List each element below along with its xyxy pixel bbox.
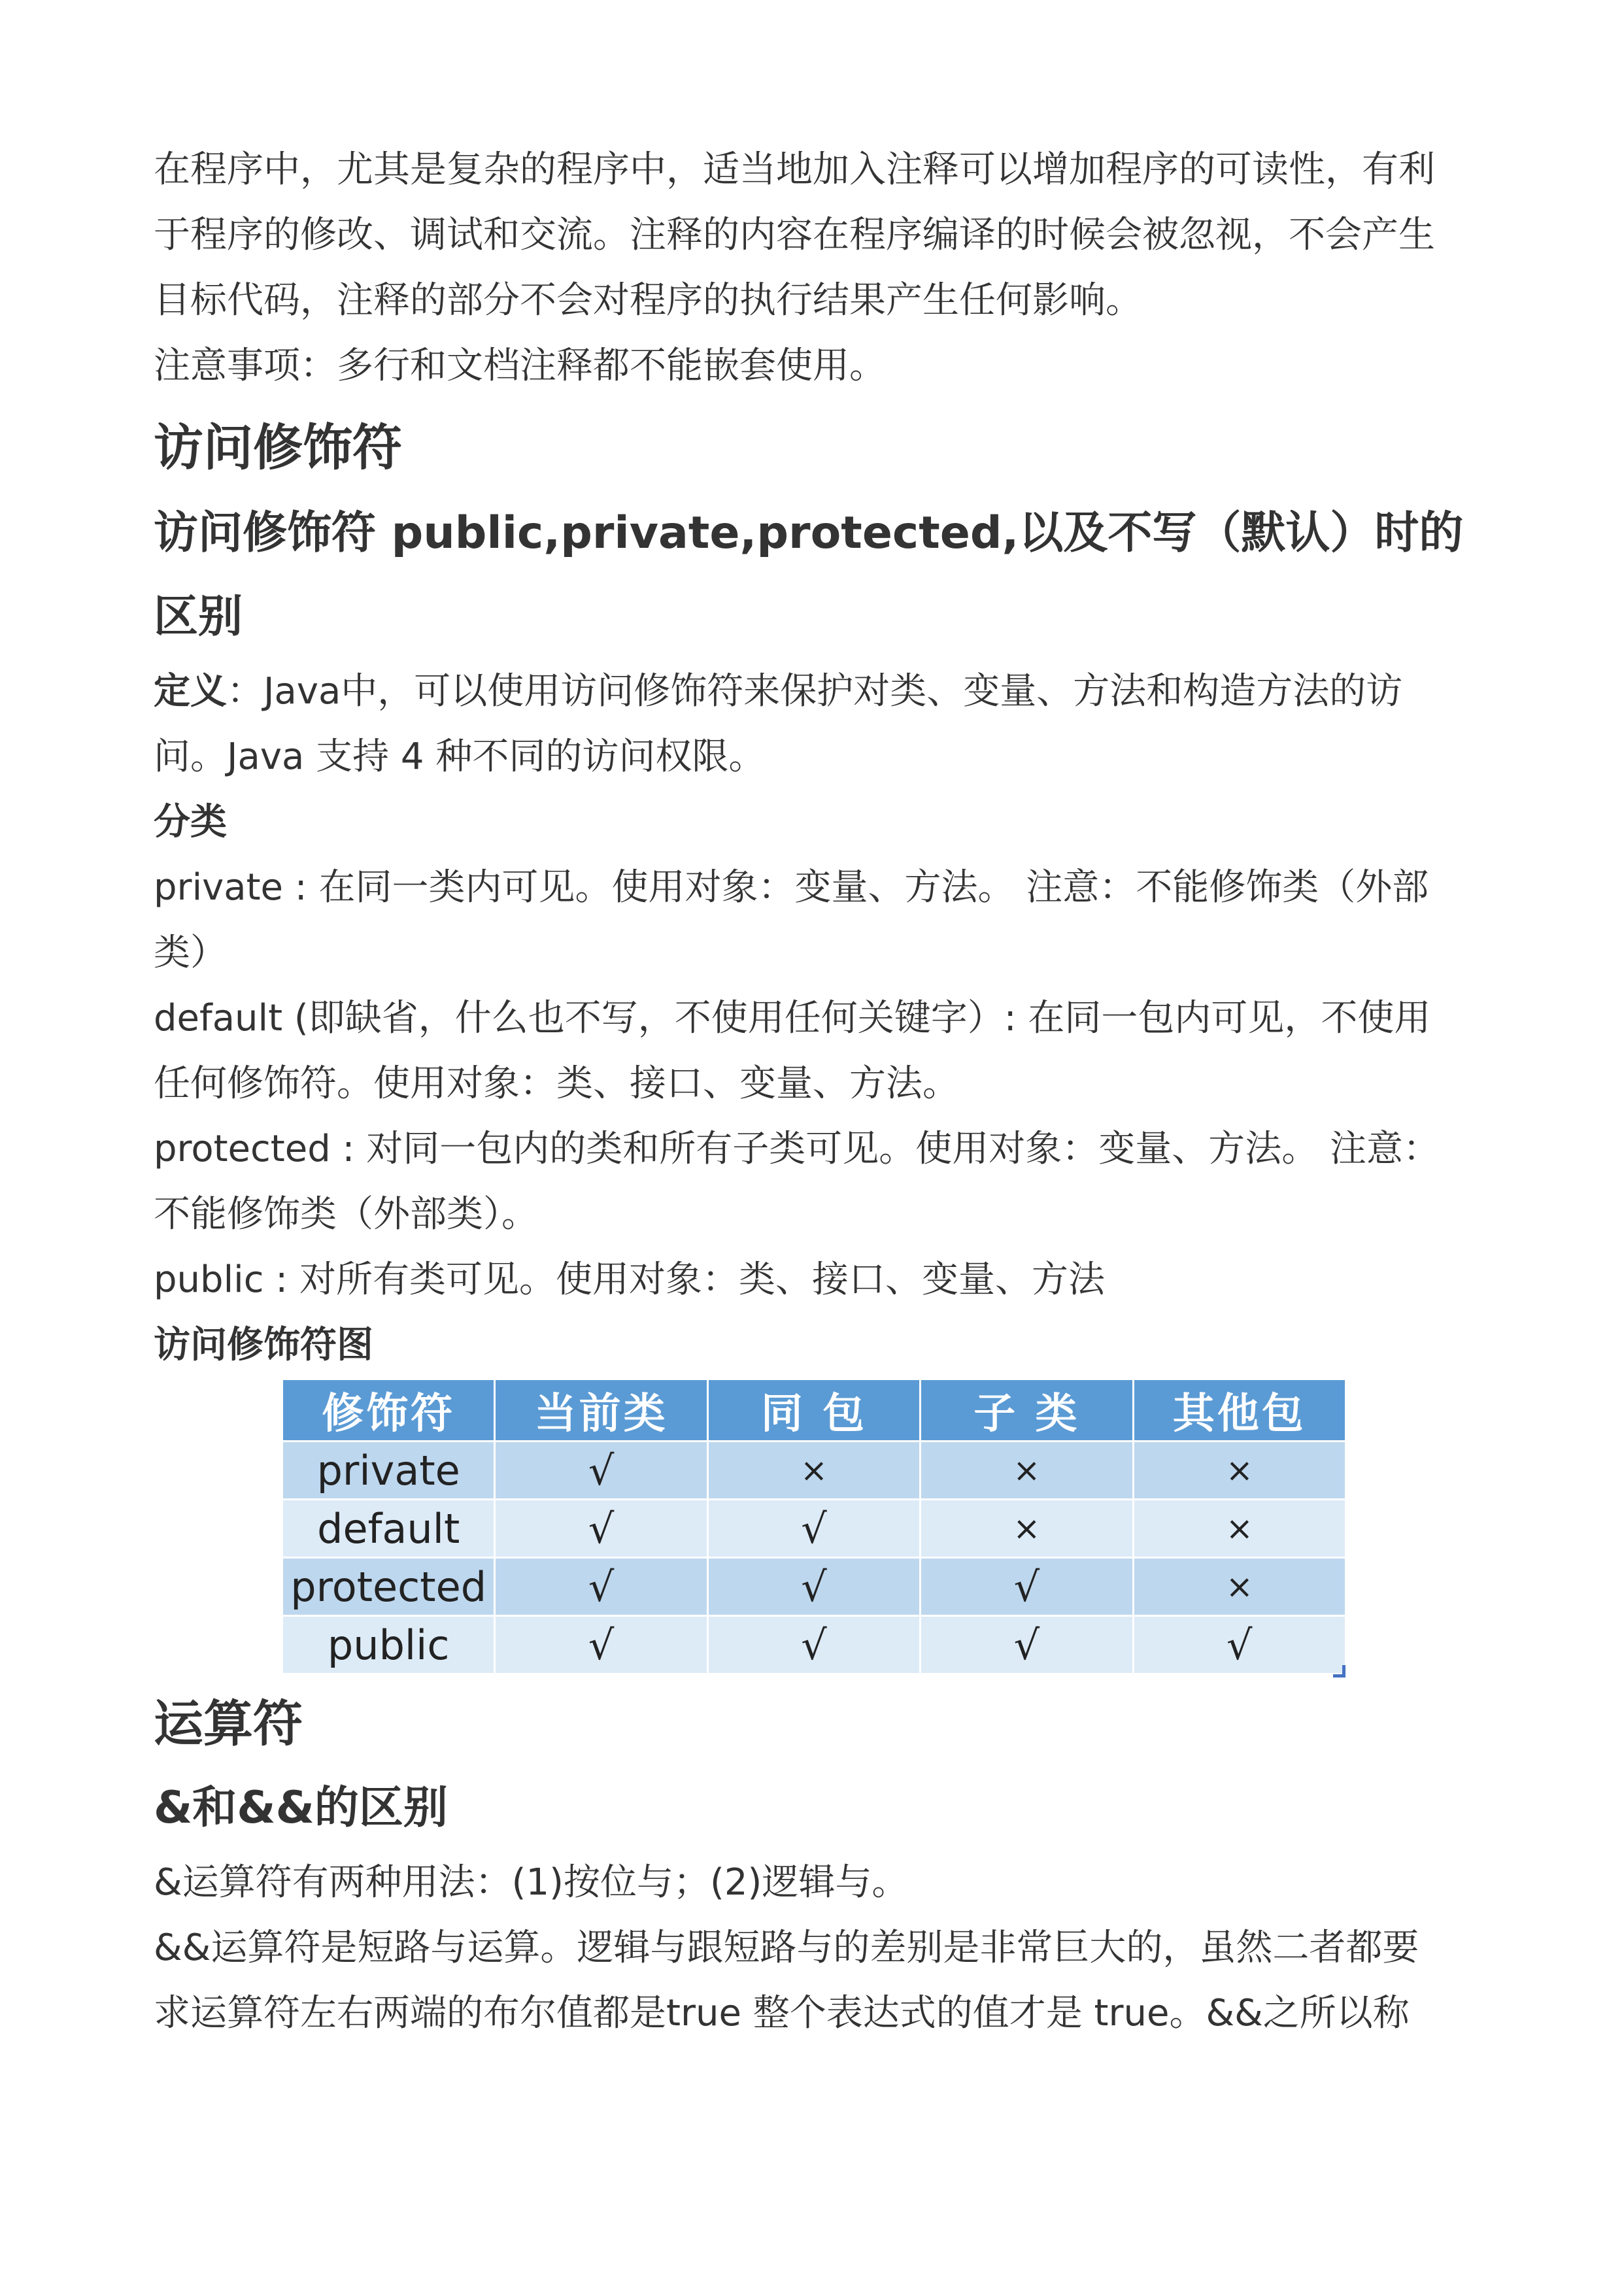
operator-line: 求运算符左右两端的布尔值都是true 整个表达式的值才是 true。&&之所以称 [154,1992,1410,2034]
table-cell-check: √ [707,1558,920,1616]
access-modifiers-heading: 访问修饰符 [154,418,402,477]
document-page [154,137,1487,2046]
table-header-cell: 其他包 [1133,1379,1345,1442]
table-cell-check: √ [707,1500,920,1558]
note-line: 注意事项：多行和文档注释都不能嵌套使用。 [154,345,886,387]
table-cell-modifier: default [282,1500,495,1558]
table-cell-cross: × [707,1442,920,1500]
access-modifier-table-wrap [281,1378,1347,1675]
access-modifiers-subheading-line: 区别 [154,591,243,643]
access-modifiers-subheading-line: 访问修饰符 public,private,protected,以及不写（默认）时的 [154,507,1464,559]
table-header-row [282,1379,1346,1442]
table-resize-handle-icon [1333,1665,1345,1678]
intro-line: 在程序中，尤其是复杂的程序中，适当地加入注释可以增加程序的可读性，有利 [154,148,1435,191]
table-header-cell: 同 包 [707,1379,920,1442]
and-operators-subheading: &和&&的区别 [154,1782,448,1834]
intro-line: 目标代码，注释的部分不会对程序的执行结果产生任何影响。 [154,279,1142,322]
access-modifier-table [281,1378,1347,1675]
operator-line: &运算符有两种用法：(1)按位与；(2)逻辑与。 [154,1861,909,1904]
table-cell-check: √ [495,1442,707,1500]
table-row [282,1558,1346,1616]
table-cell-cross: × [1133,1442,1345,1500]
operator-line: &&运算符是短路与运算。逻辑与跟短路与的差别是非常巨大的，虽然二者都要 [154,1927,1419,1969]
table-header-cell: 当前类 [495,1379,707,1442]
table-cell-modifier: protected [282,1558,495,1616]
definition-paragraph [154,659,1487,724]
table-cell-check: √ [495,1558,707,1616]
table-header-cell: 修饰符 [282,1379,495,1442]
table-cell-cross: × [1133,1558,1345,1616]
definition-label: 定义 [154,670,227,713]
definition-text: ：Java中，可以使用访问修饰符来保护对类、变量、方法和构造方法的访 [227,670,1403,713]
table-cell-check: √ [495,1616,707,1674]
category-line: private : 在同一类内可见。使用对象：变量、方法。 注意：不能修饰类（外部 [154,866,1429,909]
table-cell-cross: × [921,1500,1133,1558]
table-cell-cross: × [921,1442,1133,1500]
intro-line: 于程序的修改、调试和交流。注释的内容在程序编译的时候会被忽视，不会产生 [154,214,1435,256]
table-header-cell: 子 类 [921,1379,1133,1442]
table-cell-modifier: public [282,1616,495,1674]
table-row [282,1616,1346,1674]
category-heading: 分类 [154,801,227,843]
table-cell-modifier: private [282,1442,495,1500]
table-row [282,1442,1346,1500]
category-line: default (即缺省，什么也不写，不使用任何关键字）: 在同一包内可见，不使用 [154,997,1431,1039]
category-line: 不能修饰类（外部类）。 [154,1193,538,1236]
table-cell-check: √ [1133,1616,1345,1674]
category-line: 任何修饰符。使用对象：类、接口、变量、方法。 [154,1062,959,1105]
category-line: 类） [154,932,227,974]
operators-heading: 运算符 [154,1695,303,1753]
table-cell-check: √ [921,1558,1133,1616]
table-row [282,1500,1346,1558]
category-line: public : 对所有类可见。使用对象：类、接口、变量、方法 [154,1258,1105,1301]
table-cell-cross: × [1133,1500,1345,1558]
definition-line: 问。Java 支持 4 种不同的访问权限。 [154,735,766,778]
category-line: protected : 对同一包内的类和所有子类可见。使用对象：变量、方法。 注意： [154,1128,1440,1170]
table-cell-check: √ [921,1616,1133,1674]
table-cell-check: √ [495,1500,707,1558]
table-cell-check: √ [707,1616,920,1674]
table-heading: 访问修饰符图 [154,1324,373,1366]
